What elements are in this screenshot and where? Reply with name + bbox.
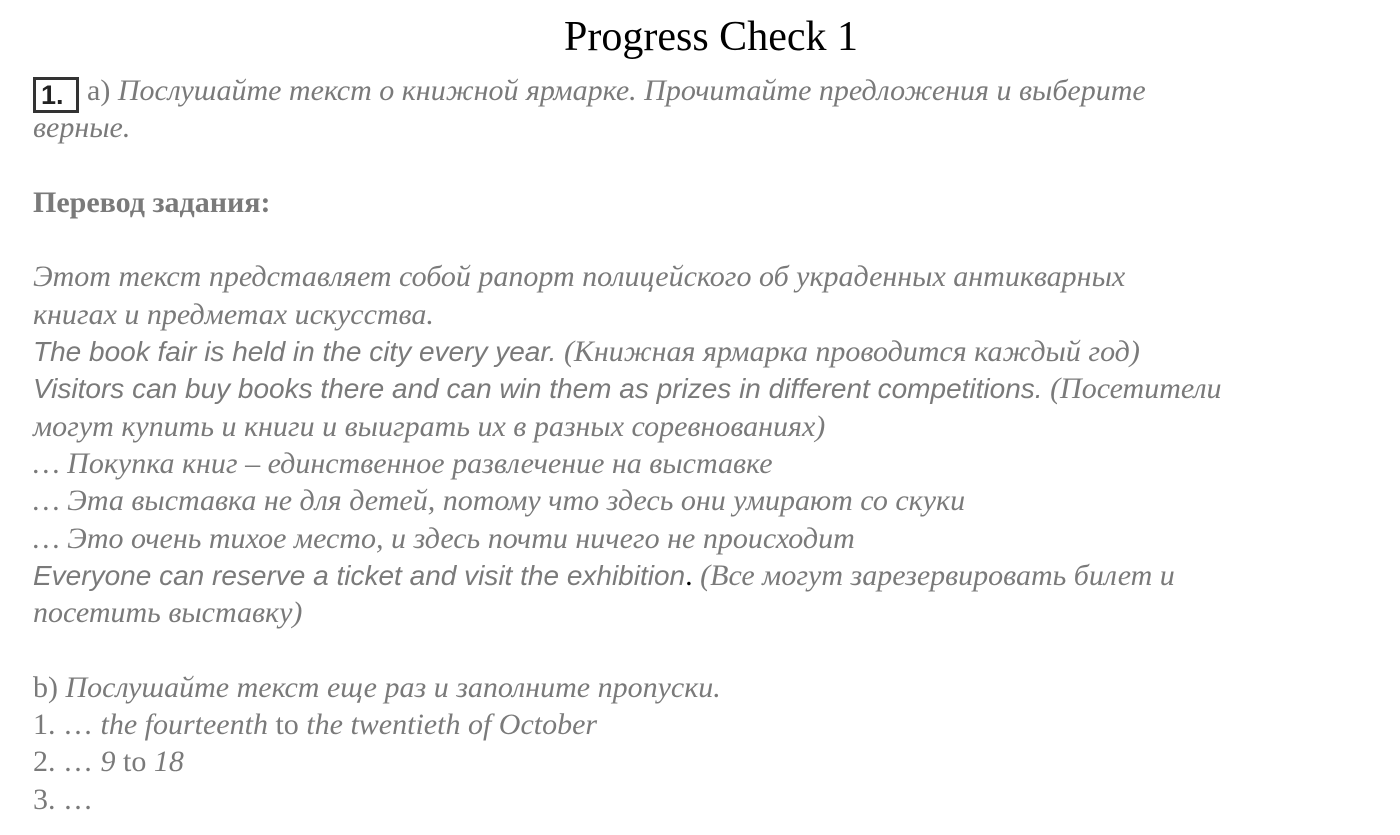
fill-item-answer-b: the twentieth of October (306, 708, 598, 742)
fill-item-to: to (275, 708, 299, 742)
statement-1-russian: (Книжная ярмарка проводится каждый год) (563, 335, 1140, 369)
fill-item-answer-a: the fourteenth (100, 708, 268, 742)
translation-heading: Перевод задания: (33, 185, 271, 219)
statement-3: … Покупка книг – единственное развлечение на выставке (33, 446, 773, 480)
spacer (33, 147, 1363, 184)
fill-item-answer-a: 9 (100, 745, 116, 779)
statement-1 (33, 333, 1363, 370)
fill-item-prefix: 2. … (33, 745, 93, 779)
spacer (33, 221, 1363, 258)
part-b-heading (33, 669, 1363, 706)
intro-line-1: Этот текст представляет собой рапорт полицейского об украденных антикварных (33, 260, 1126, 294)
fill-item-1 (33, 706, 1363, 743)
statement-6 (33, 557, 1363, 594)
statement-6-english: Everyone can reserve a ticket and visit the exhibition (33, 559, 686, 591)
part-b-instruction: Послушайте текст еще раз и заполните пропуски. (65, 670, 721, 704)
statement-2-english: Visitors can buy books there and can win them as prizes in different competitions. (33, 373, 1043, 405)
task-number: 1 (41, 80, 57, 110)
statement-2-russian: (Посетители (1050, 372, 1222, 406)
task-1-heading-line (33, 72, 1363, 109)
fill-item-to: to (123, 745, 147, 779)
statement-2 (33, 370, 1363, 407)
fill-item-prefix: 3. … (33, 782, 93, 816)
part-a-instruction-cont: верные. (33, 111, 131, 145)
statement-6-dot: . (685, 558, 693, 592)
spacer (33, 631, 1363, 668)
part-a-instruction: Послушайте текст о книжной ярмарке. Прочитайте предложения и выберите (117, 74, 1146, 107)
task-content (33, 72, 1363, 818)
statement-4: … Эта выставка не для детей, потому что здесь они умирают со скуки (33, 484, 966, 518)
page-title: Progress Check 1 (564, 14, 858, 60)
fill-item-prefix: 1. … (33, 708, 93, 742)
fill-item-2 (33, 743, 1363, 780)
fill-item-3 (33, 781, 1363, 818)
statement-1-english: The book fair is held in the city every year. (33, 336, 557, 368)
statement-2-cont: могут купить и книги и выиграть их в разных соревнованиях) (33, 409, 826, 443)
task-number-box: 1. (33, 77, 79, 113)
statement-6-russian: (Все могут зарезервировать билет и (700, 558, 1175, 592)
statement-5: … Это очень тихое место, и здесь почти ничего не происходит (33, 521, 855, 555)
part-b-label: b) (33, 670, 58, 704)
intro-line-2: книгах и предметах искусства. (33, 297, 434, 331)
fill-item-answer-b: 18 (153, 745, 184, 779)
part-a-label: a) (87, 74, 111, 107)
statement-6-cont: посетить выставку) (33, 596, 303, 630)
